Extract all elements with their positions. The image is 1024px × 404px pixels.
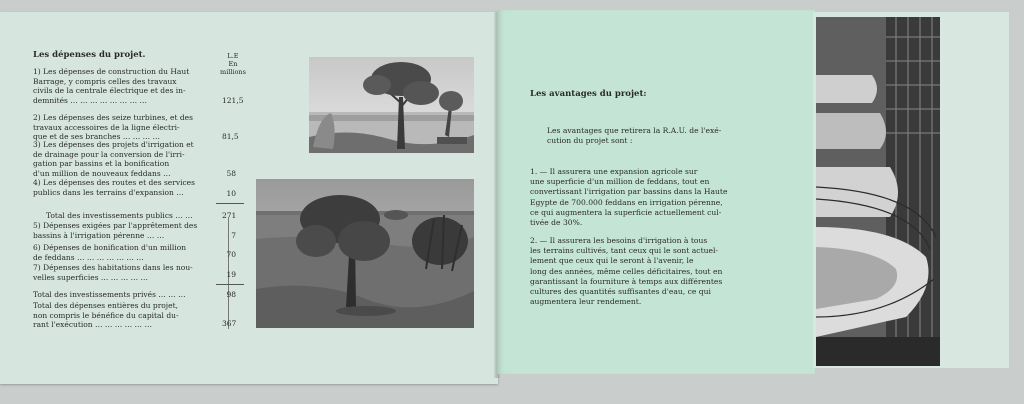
total-amount: 367 [222, 319, 237, 328]
cost-row-amount: 58 [226, 169, 236, 178]
subtotal-public [46, 211, 226, 221]
private-total [33, 290, 225, 300]
cost-row-label: 5) Dépenses exigées par l'apprêtement des bassins à l'irrigation pérenne … … [33, 221, 198, 240]
photo-dam-structure [816, 17, 940, 366]
subtotal-rule [216, 203, 244, 204]
photo-flap [813, 12, 1009, 368]
total-label: Total des dépenses entières du projet, non compris le bénéfice du capital du- rant l'exécution … … … … … … [33, 301, 179, 330]
cost-row-label: 1) Les dépenses de construction du Haut Barrage, y compris celles des travaux civils de la centrale électrique et des in- demnités … … … … … … … … [33, 67, 190, 105]
cost-row-amount: 19 [226, 270, 236, 279]
cost-row-label: 4) Les dépenses des routes et des services publics dans les terrains d'expansion … [33, 178, 195, 197]
cost-row-label: 7) Dépenses des habitations dans les nou- velles superficies … … … … … [33, 263, 193, 282]
costs-heading: Les dépenses du projet. [33, 50, 146, 60]
benefit-point-1: 1. — Il assurera une expansion agricole sur une superficie d'un million de feddans, tout en convertissant l'irrigation par bassins dans la Haute Egypte de 700.000 feddans en irrigation pérenne, ce qui augmentera la superficie actuellement cul- tivée de 30%. [530, 167, 728, 228]
photo-trees-river-image [309, 57, 474, 153]
private-label: Total des investissements privés … … … [33, 290, 186, 299]
cost-row-5 [33, 221, 225, 240]
subtotal-amount: 271 [222, 211, 237, 220]
right-page [497, 10, 815, 374]
cost-row-6 [33, 243, 225, 262]
cost-row-2 [33, 113, 225, 142]
private-rule [216, 284, 244, 285]
left-page [0, 12, 498, 384]
cost-row-label: 6) Dépenses de bonification d'un million de feddans … … … … … … … [33, 243, 187, 262]
unit-currency: L.E [227, 52, 239, 60]
benefits-intro: Les avantages que retirera la R.A.U. de l'exé- cution du projet sont : [547, 126, 722, 146]
cost-row-amount: 70 [226, 250, 236, 259]
benefit-point-2: 2. — Il assurera les besoins d'irrigation à tous les terrains cultivés, tant ceux qui le sont actuel- lement que ceux qui le seront à l'avenir, le long des années, même celles déficitaires, tout en garantissant la fourniture à temps aux différentes cultures des quantités suffisantes d'eau, ce qui augmentera leur rendement. [530, 236, 723, 307]
cost-row-label: 3) Les dépenses des projets d'irrigation et de drainage pour la conversion de l'irri- gation par bassins et la bonification d'un million de nouveaux feddans … [33, 140, 194, 178]
unit-scale: En millions [220, 60, 246, 76]
cost-row-1 [33, 67, 225, 105]
cost-row-amount: 10 [226, 189, 236, 198]
photo-trees-river [309, 57, 474, 153]
cost-row-4 [33, 178, 225, 197]
cost-row-amount: 121,5 [222, 96, 244, 105]
photo-flooded-trees-image [256, 179, 474, 328]
grand-total [33, 301, 225, 330]
cost-row-amount: 81,5 [222, 132, 239, 141]
cost-row-label: 2) Les dépenses des seize turbines, et des travaux accessoires de la ligne électri- que et de ses branches … … … … [33, 113, 193, 142]
photo-dam-structure-image [816, 17, 940, 366]
cost-row-amount: 7 [231, 231, 236, 240]
cost-row-3 [33, 140, 225, 178]
subtotal-label: Total des investissements publics … … [46, 211, 193, 220]
cost-row-7 [33, 263, 225, 282]
private-amount: 98 [226, 290, 236, 299]
photo-flooded-trees [256, 179, 474, 328]
benefits-heading: Les avantages du projet: [530, 89, 647, 99]
